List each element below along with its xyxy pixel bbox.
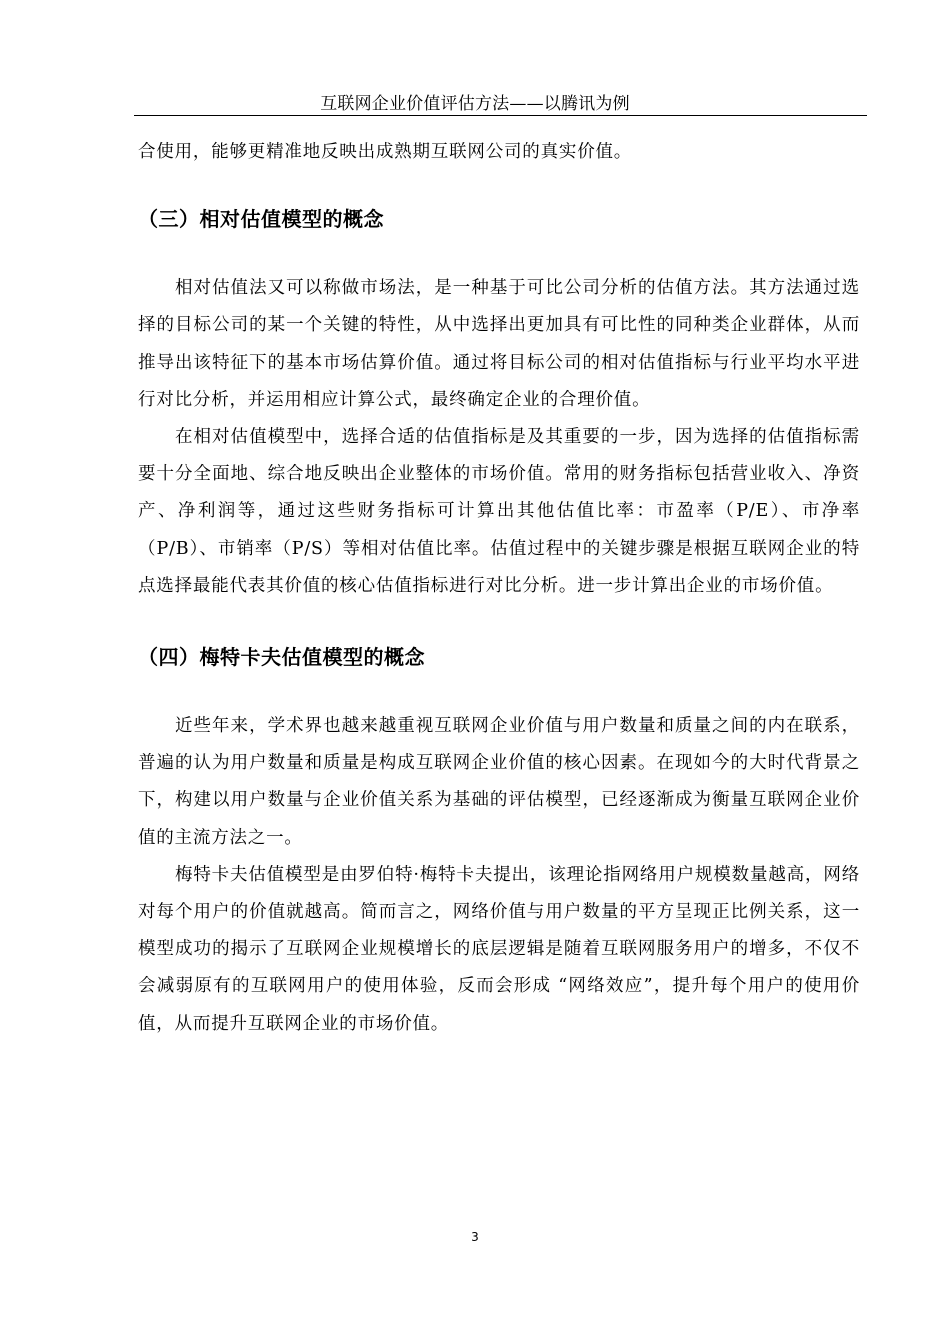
running-header-title: 互联网企业价值评估方法——以腾讯为例 [320,94,630,114]
paragraph: 梅特卡夫估值模型是由罗伯特·梅特卡夫提出，该理论指网络用户规模数量越高，网络对每个用户的价值就越高。简而言之，网络价值与用户数量的平方呈现正比例关系，这一模型成功的揭示了互联网企业规模增长的底层逻辑是随着互联网服务用户的增多，不仅不会减弱原有的互联网用户的使用体验，反而会形成 “网络效应”，提升每个用户的使用价值，从而提升互联网企业的市场价值。 [138,864,860,1034]
page-number: 3 [471,1230,479,1244]
section-heading-relative-valuation: （三）相对估值模型的概念 [138,207,384,232]
paragraph: 相对估值法又可以称做市场法，是一种基于可比公司分析的估值方法。其方法通过选择的目标公司的某一个关键的特性，从中选择出更加具有可比性的同种类企业群体，从而推导出该特征下的基本市场估算价值。通过将目标公司的相对估值指标与行业平均水平进行对比分析，并运用相应计算公式，最终确定企业的合理价值。 [138,278,860,410]
paragraph: 在相对估值模型中，选择合适的估值指标是及其重要的一步，因为选择的估值指标需要十分全面地、综合地反映出企业整体的市场价值。常用的财务指标包括营业收入、净资产、净利润等，通过这些财务指标可计算出其他估值比率：市盈率（P/E）、市净率（P/B）、市销率（P/S）等相对估值比率。估值过程中的关键步骤是根据互联网企业的特点选择最能代表其价值的核心估值指标进行对比分析。进一步计算出企业的市场价值。 [138,427,860,596]
paragraph: 近些年来，学术界也越来越重视互联网企业价值与用户数量和质量之间的内在联系，普遍的认为用户数量和质量是构成互联网企业价值的核心因素。在现如今的大时代背景之下，构建以用户数量与企业价值关系为基础的评估模型，已经逐渐成为衡量互联网企业价值的主流方法之一。 [138,716,860,848]
header-rule [134,115,867,116]
page-body [138,134,860,1043]
section-heading-metcalfe-model: （四）梅特卡夫估值模型的概念 [138,645,425,670]
continuation-paragraph: 合使用，能够更精准地反映出成熟期互联网公司的真实价值。 [138,142,633,162]
